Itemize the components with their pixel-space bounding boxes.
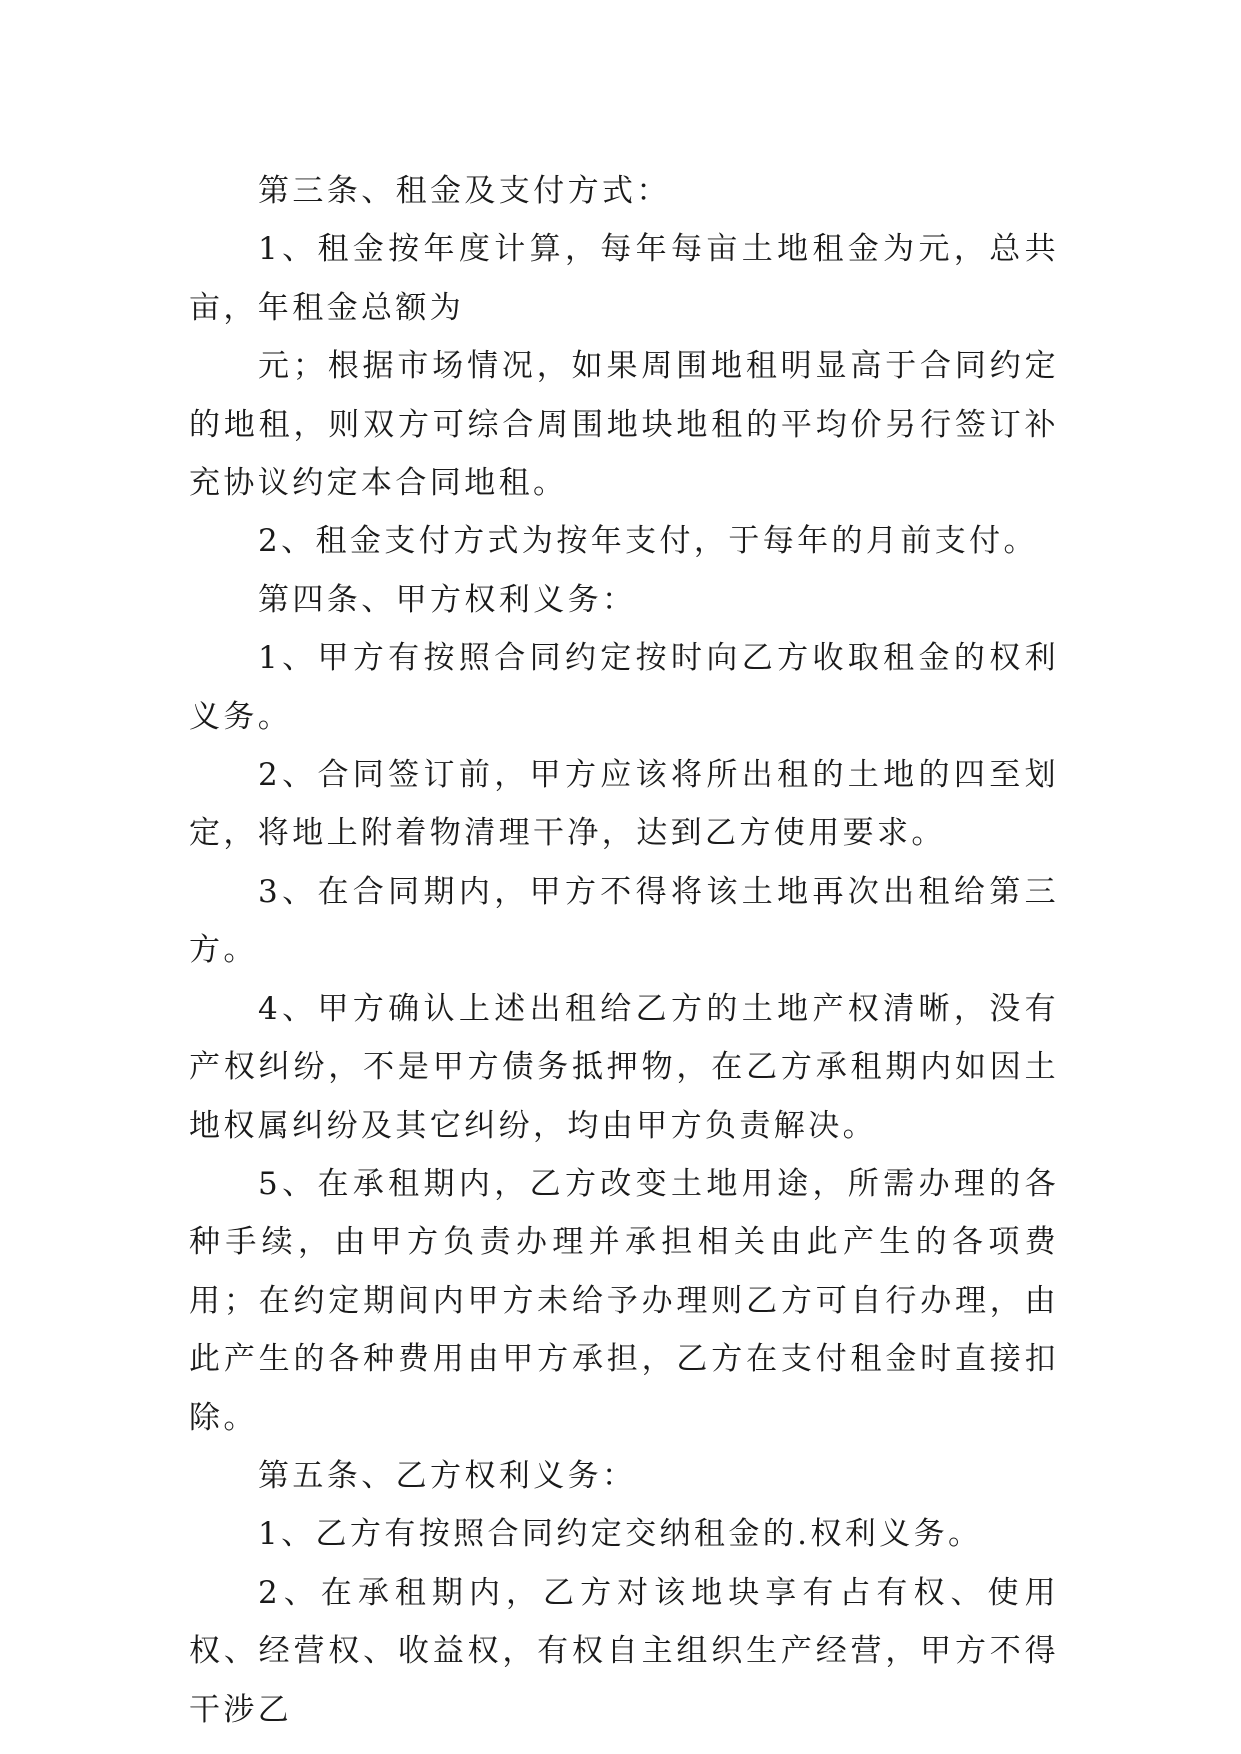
document-body <box>189 162 1059 1739</box>
article-3-clause-1-continued: 元；根据市场情况，如果周围地租明显高于合同约定的地租，则双方可综合周围地块地租的平均价另行签订补充协议约定本合同地租。 <box>189 348 1059 502</box>
article-4-clause-1: 1、甲方有按照合同约定按时向乙方收取租金的权利义务。 <box>189 640 1059 735</box>
article-5-clause-2: 2、在承租期内，乙方对该地块享有占有权、使用权、经营权、收益权，有权自主组织生产经营，甲方不得干涉乙 <box>189 1574 1059 1728</box>
article-3-clause-1: 1、租金按年度计算，每年每亩土地租金为元，总共亩，年租金总额为 <box>189 231 1059 326</box>
article-4-clause-3: 3、在合同期内，甲方不得将该土地再次出租给第三方。 <box>189 873 1059 969</box>
article-4-clause-5: 5、在承租期内，乙方改变土地用途，所需办理的各种手续，由甲方负责办理并承担相关由此产生的各项费用；在约定期间内甲方未给予办理则乙方可自行办理，由此产生的各种费用由甲方承担，乙方在支付租金时直接扣除。 <box>189 1165 1059 1436</box>
article-5-heading: 第五条、乙方权利义务： <box>258 1457 637 1494</box>
article-3-heading: 第三条、租金及支付方式： <box>258 173 671 209</box>
article-5-clause-1: 1、乙方有按照合同约定交纳租金的.权利义务。 <box>258 1516 983 1553</box>
article-4-clause-4: 4、甲方确认上述出租给乙方的土地产权清晰，没有产权纠纷，不是甲方债务抵押物，在乙方承租期内如因土地权属纠纷及其它纠纷，均由甲方负责解决。 <box>189 990 1059 1144</box>
article-4-clause-2: 2、合同签订前，甲方应该将所出租的土地的四至划定，将地上附着物清理干净，达到乙方使用要求。 <box>189 757 1059 852</box>
article-4-heading: 第四条、甲方权利义务： <box>258 581 637 618</box>
article-3-clause-2: 2、租金支付方式为按年支付，于每年的月前支付。 <box>258 523 1038 560</box>
